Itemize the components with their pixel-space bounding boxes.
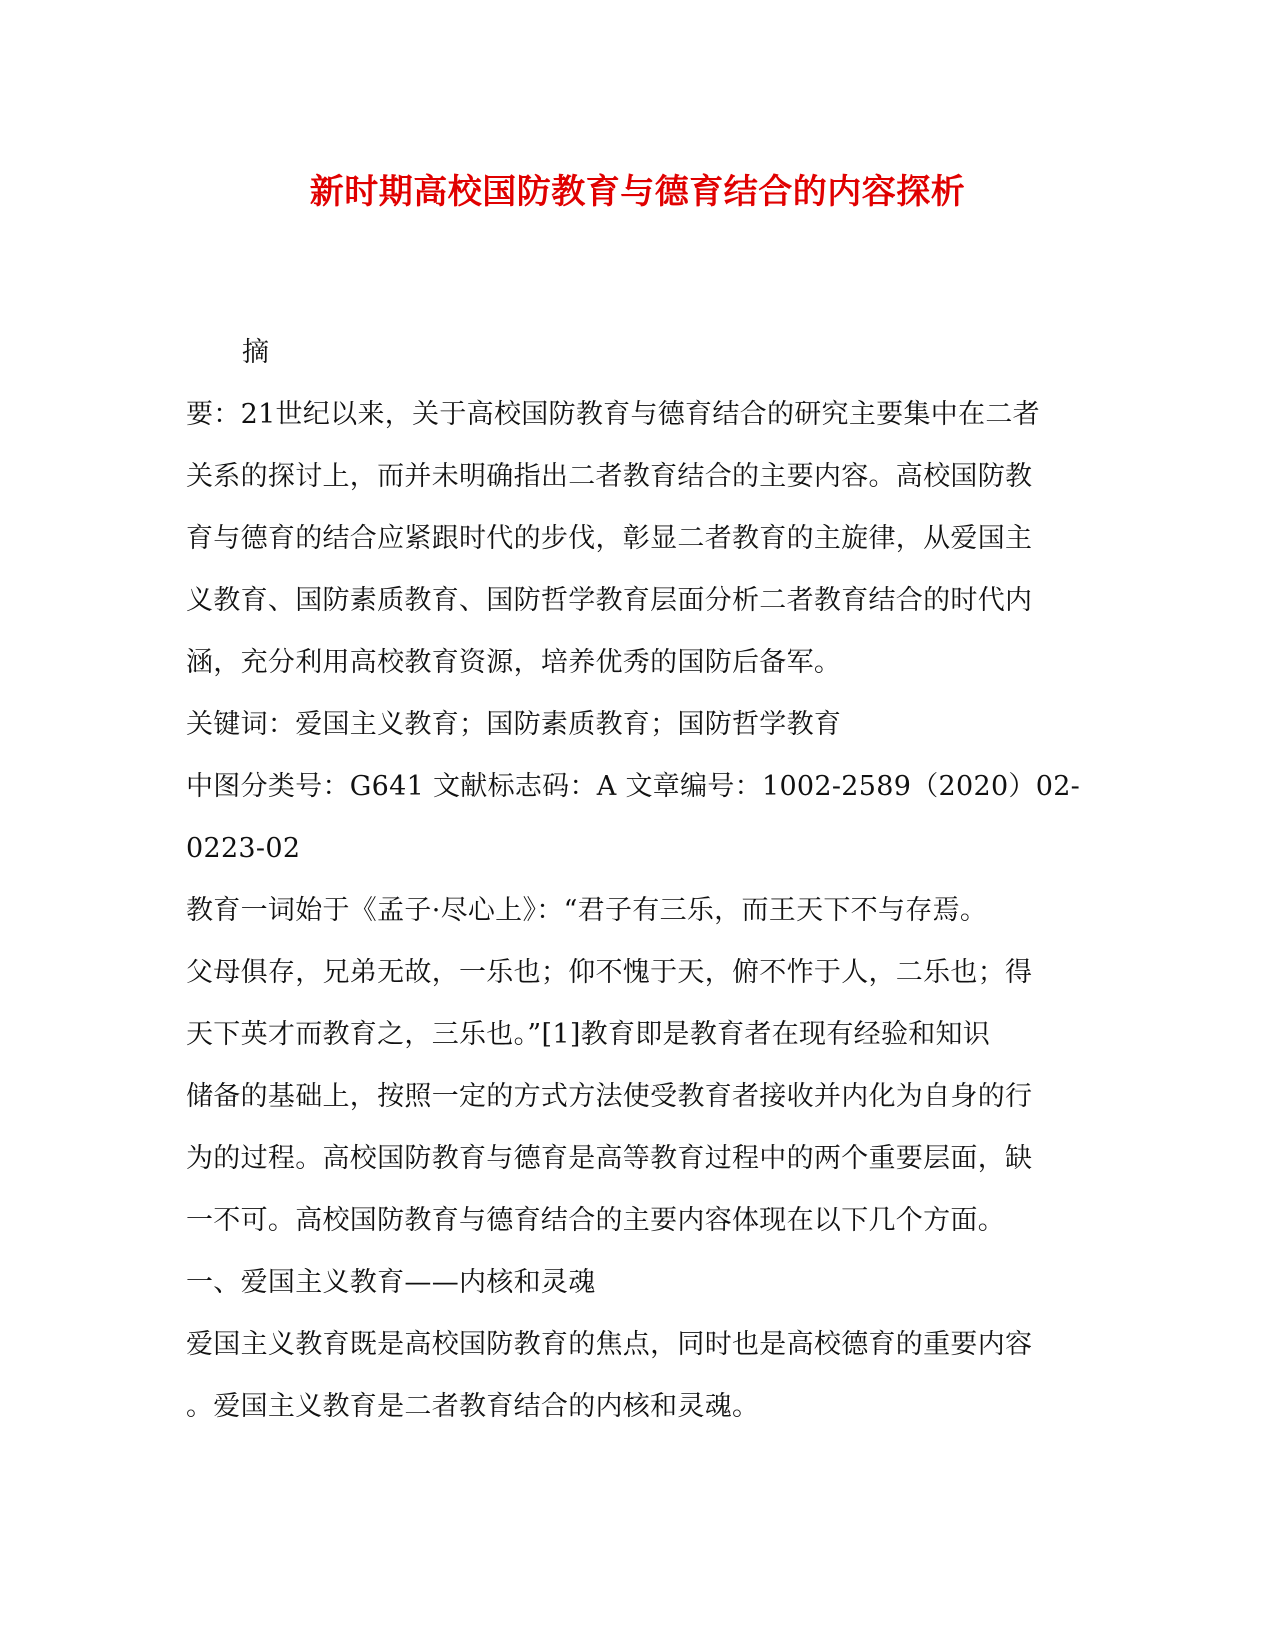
text-line: 义教育、国防素质教育、国防哲学教育层面分析二者教育结合的时代内: [186, 585, 1033, 616]
text-line: 涵，充分利用高校教育资源，培养优秀的国防后备军。: [186, 647, 842, 678]
text-line: 。爱国主义教育是二者教育结合的内核和灵魂。: [186, 1391, 760, 1422]
text-line: 要：21世纪以来，关于高校国防教育与德育结合的研究主要集中在二者: [186, 399, 1040, 430]
classification-line: 中图分类号：G641 文献标志码：A 文章编号：1002-2589（2020）02-: [186, 771, 1081, 802]
text-line: 储备的基础上，按照一定的方式方法使受教育者接收并内化为自身的行: [186, 1081, 1033, 1112]
abstract-label-line: 摘: [242, 337, 270, 368]
text-line: 育与德育的结合应紧跟时代的步伐，彰显二者教育的主旋律，从爱国主: [186, 523, 1033, 554]
text-line: 爱国主义教育既是高校国防教育的焦点，同时也是高校德育的重要内容: [186, 1329, 1033, 1360]
text-line: 关系的探讨上，而并未明确指出二者教育结合的主要内容。高校国防教: [186, 461, 1033, 492]
keywords-line: 关键词：爱国主义教育；国防素质教育；国防哲学教育: [186, 709, 842, 740]
text-line: 一不可。高校国防教育与德育结合的主要内容体现在以下几个方面。: [186, 1205, 1005, 1236]
text-line: 教育一词始于《孟子·尽心上》：“君子有三乐，而王天下不与存焉。: [186, 895, 988, 926]
text-line: 为的过程。高校国防教育与德育是高等教育过程中的两个重要层面，缺: [186, 1143, 1033, 1174]
text-line: 天下英才而教育之，三乐也。”[1]教育即是教育者在现有经验和知识: [186, 1019, 991, 1050]
classification-line-continued: 0223-02: [186, 833, 301, 864]
document-title: 新时期高校国防教育与德育结合的内容探析: [309, 172, 966, 212]
section-heading: 一、爱国主义教育——内核和灵魂: [186, 1267, 596, 1298]
text-line: 父母俱存，兄弟无故，一乐也；仰不愧于天，俯不怍于人，二乐也；得: [186, 957, 1033, 988]
